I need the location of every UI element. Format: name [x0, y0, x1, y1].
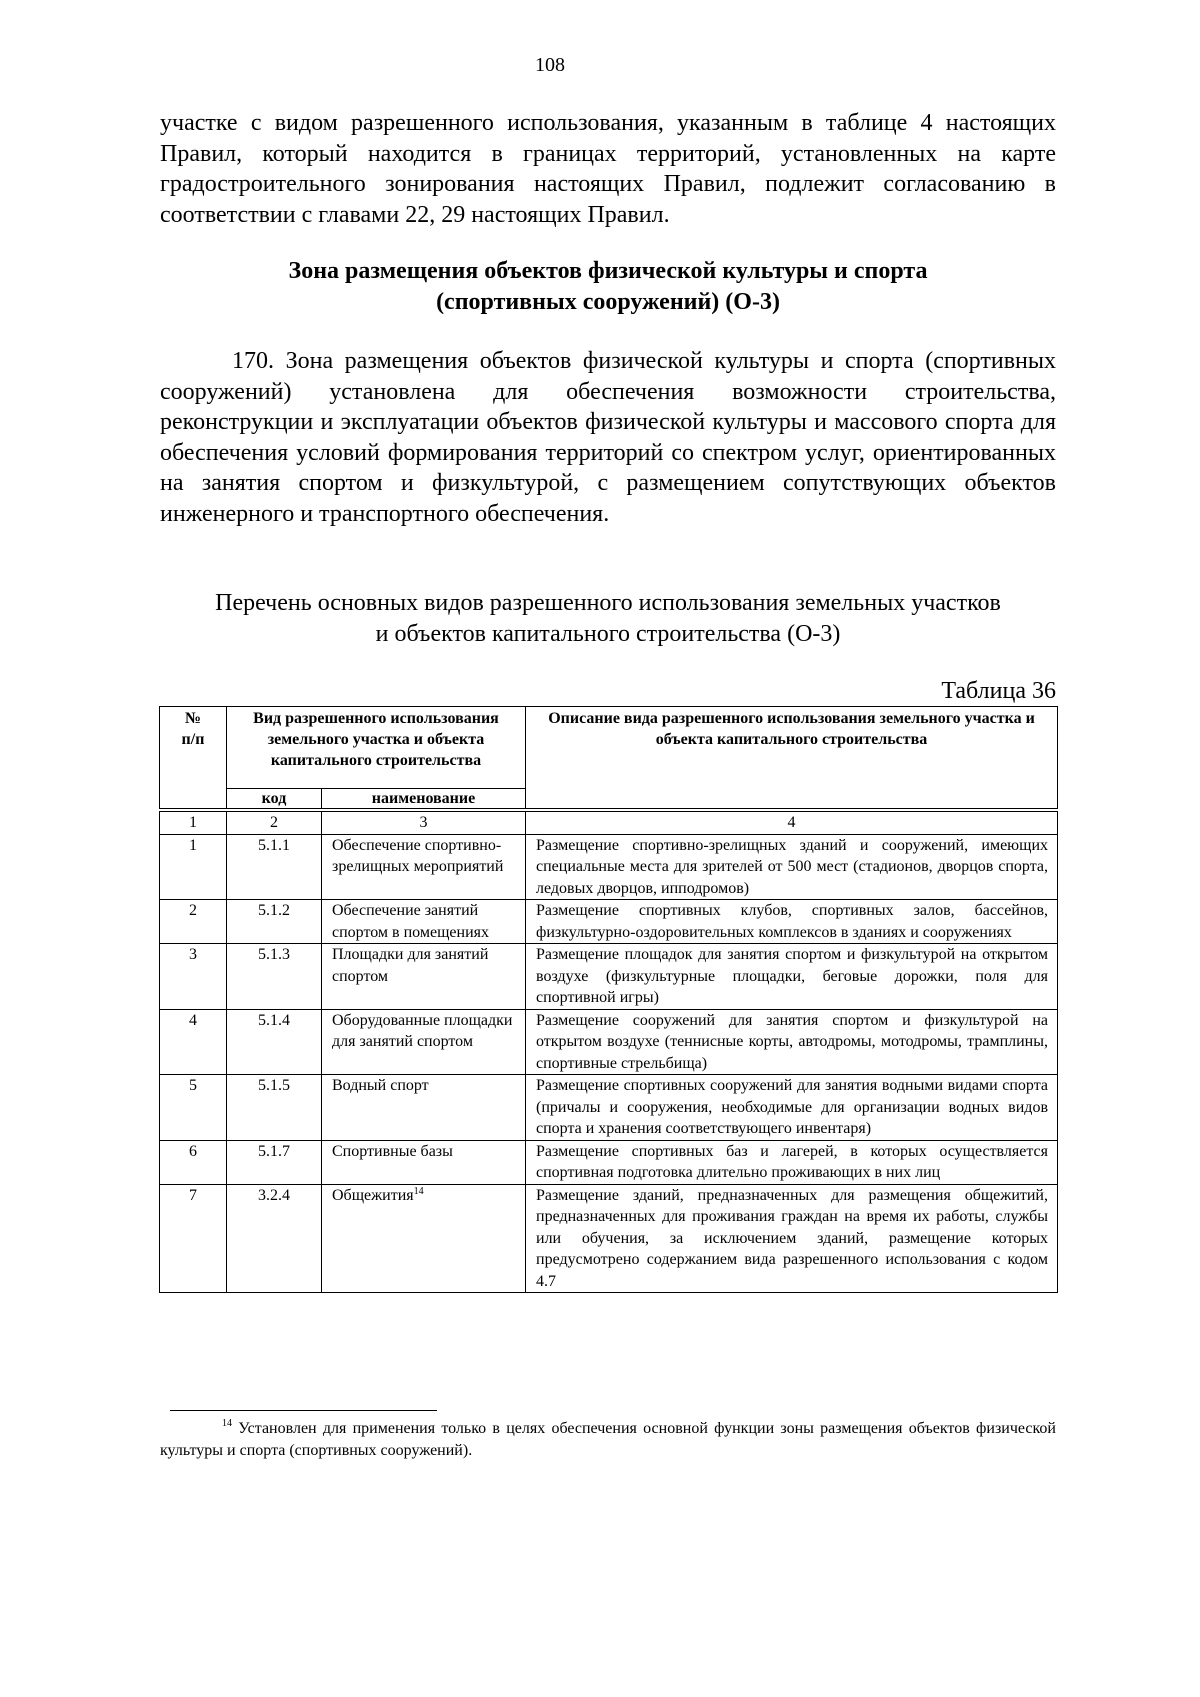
row-name	[322, 834, 526, 900]
table-row	[160, 1009, 1058, 1075]
table-row	[160, 944, 1058, 1010]
header-number-line-2: п/п	[181, 731, 205, 748]
row-number	[160, 1009, 227, 1075]
row-code-text: 5.1.4	[258, 1011, 290, 1029]
row-number-text: 7	[189, 1186, 197, 1204]
paragraph-170: 170. Зона размещения объектов физической культуры и спорта (спортивных сооружений) установлена для обеспечения возможности строительства, реконструкции и эксплуатации объектов физической культуры и массового спорта для обеспечения условий формирования территорий со спектром услуг, ориентированных на занятия спортом и физкультурой, с размещением сопутствующих объектов инженерного и транспортного обеспечения.	[160, 348, 1056, 527]
row-code	[227, 834, 322, 900]
row-code	[227, 900, 322, 944]
column-number: 3	[322, 812, 526, 835]
table-row	[160, 900, 1058, 944]
row-number-text: 2	[189, 902, 197, 919]
row-name	[322, 944, 526, 1010]
row-code-text: 5.1.7	[258, 1142, 290, 1160]
footnote	[160, 1418, 1056, 1461]
row-name-text: Спортивные базы	[332, 1142, 453, 1160]
row-number	[160, 1140, 227, 1184]
row-description	[526, 834, 1058, 900]
row-number	[160, 834, 227, 900]
zone-heading-line-1: Зона размещения объектов физической культуры и спорта	[288, 258, 928, 284]
intro-text: участке с видом разрешенного использования, указанным в таблице 4 настоящих Правил, который находится в границах территорий, установленных на карте градостроительного зонирования настоящих Правил, подлежит согласованию в соответствии с главами 22, 29 настоящих Правил.	[160, 110, 1056, 228]
row-number	[160, 1184, 227, 1293]
footnote-text: Установлен для применения только в целях обеспечения основной функции зоны размещения объектов физической культуры и спорта (спортивных сооружений).	[160, 1420, 1056, 1459]
column-number: 1	[160, 812, 227, 835]
row-code	[227, 1009, 322, 1075]
row-number	[160, 900, 227, 944]
row-number-text: 3	[189, 946, 197, 963]
table-row	[160, 1184, 1058, 1293]
row-name	[322, 1140, 526, 1184]
row-name-text: Обеспечение занятий спортом в помещениях	[332, 902, 489, 941]
row-code-text: 5.1.1	[258, 836, 290, 854]
row-description-text: Размещение спортивно-зрелищных зданий и сооружений, имеющих специальные места для зрителей от 500 мест (стадионов, дворцов спорта, ледовых дворцов, ипподромов)	[536, 836, 1048, 897]
table-row	[160, 834, 1058, 900]
row-code-text: 5.1.3	[258, 946, 290, 963]
row-number-text: 5	[189, 1077, 197, 1094]
row-code-text: 3.2.4	[258, 1186, 290, 1204]
header-name: наименование	[322, 789, 526, 809]
column-number: 2	[227, 812, 322, 835]
row-code	[227, 1140, 322, 1184]
table-row	[160, 1140, 1058, 1184]
table-body	[160, 812, 1058, 1293]
row-name	[322, 1075, 526, 1141]
header-number	[160, 707, 227, 809]
header-code: код	[227, 789, 322, 809]
row-description	[526, 1140, 1058, 1184]
table-row	[160, 1075, 1058, 1141]
row-description-text: Размещение площадок для занятия спортом и физкультурой на открытом воздухе (физкультурные площадки, беговые дорожки, поля для спортивной игры)	[536, 946, 1048, 1006]
row-code	[227, 944, 322, 1010]
column-number: 4	[526, 812, 1058, 835]
list-title	[160, 588, 1056, 649]
row-description	[526, 900, 1058, 944]
footnote-mark: 14	[222, 1418, 232, 1429]
row-description	[526, 1184, 1058, 1293]
header-description: Описание вида разрешенного использования земельного участка и объекта капитального строительства	[526, 707, 1058, 809]
row-code-text: 5.1.2	[258, 902, 290, 919]
row-description	[526, 944, 1058, 1010]
row-description	[526, 1075, 1058, 1141]
row-number-text: 4	[189, 1011, 197, 1029]
row-name	[322, 900, 526, 944]
row-name-text: Обеспечение спортивно-зрелищных мероприятий	[332, 836, 504, 875]
row-name-text: Водный спорт	[332, 1077, 429, 1094]
table-header-row	[160, 707, 1058, 789]
footnote-divider	[170, 1410, 437, 1411]
row-name-text: Оборудованные площадки для занятий спортом	[332, 1011, 513, 1050]
page-number: 108	[535, 54, 565, 76]
footnote-reference: 14	[413, 1185, 424, 1197]
list-title-line-2: и объектов капитального строительства (О-3)	[375, 620, 841, 647]
column-numbers-row	[160, 812, 1058, 835]
row-name	[322, 1009, 526, 1075]
row-description-text: Размещение спортивных сооружений для занятия водными видами спорта (причалы и сооружения, необходимые для организации водных видов спорта и хранения соответствующего инвентаря)	[536, 1077, 1048, 1137]
permitted-use-table	[159, 706, 1058, 1293]
row-name-text: Площадки для занятий спортом	[332, 946, 489, 985]
row-number	[160, 944, 227, 1010]
intro-paragraph	[160, 108, 1056, 230]
zone-heading-line-2: (спортивных сооружений) (О-3)	[436, 288, 780, 315]
header-number-line-1: №	[184, 710, 202, 727]
row-number-text: 6	[189, 1142, 197, 1160]
row-code-text: 5.1.5	[258, 1077, 290, 1094]
zone-heading	[160, 256, 1056, 317]
row-name	[322, 1184, 526, 1293]
row-name-text: Общежития	[332, 1186, 414, 1204]
table-caption: Таблица 36	[941, 678, 1056, 704]
row-number	[160, 1075, 227, 1141]
row-number-text: 1	[189, 836, 197, 854]
header-kind: Вид разрешенного использования земельного участка и объекта капитального строительства	[227, 707, 526, 789]
row-description-text: Размещение спортивных клубов, спортивных залов, бассейнов, физкультурно-оздоровительных комплексов в зданиях и сооружениях	[536, 902, 1048, 941]
row-description	[526, 1009, 1058, 1075]
row-code	[227, 1184, 322, 1293]
row-description-text: Размещение сооружений для занятия спортом и физкультурой на открытом воздухе (теннисные корты, автодромы, мотодромы, трамплины, спортивные стрельбища)	[536, 1011, 1048, 1072]
row-description-text: Размещение спортивных баз и лагерей, в которых осуществляется спортивная подготовка длительно проживающих в них лиц	[536, 1142, 1048, 1181]
row-code	[227, 1075, 322, 1141]
list-title-line-1: Перечень основных видов разрешенного использования земельных участков	[215, 590, 1001, 616]
row-description-text: Размещение зданий, предназначенных для размещения общежитий, предназначенных для проживания граждан на время их работы, службы или обучения, за исключением зданий, размещение которых предусмотрено содержанием вида разрешенного использования с кодом 4.7	[536, 1186, 1048, 1290]
